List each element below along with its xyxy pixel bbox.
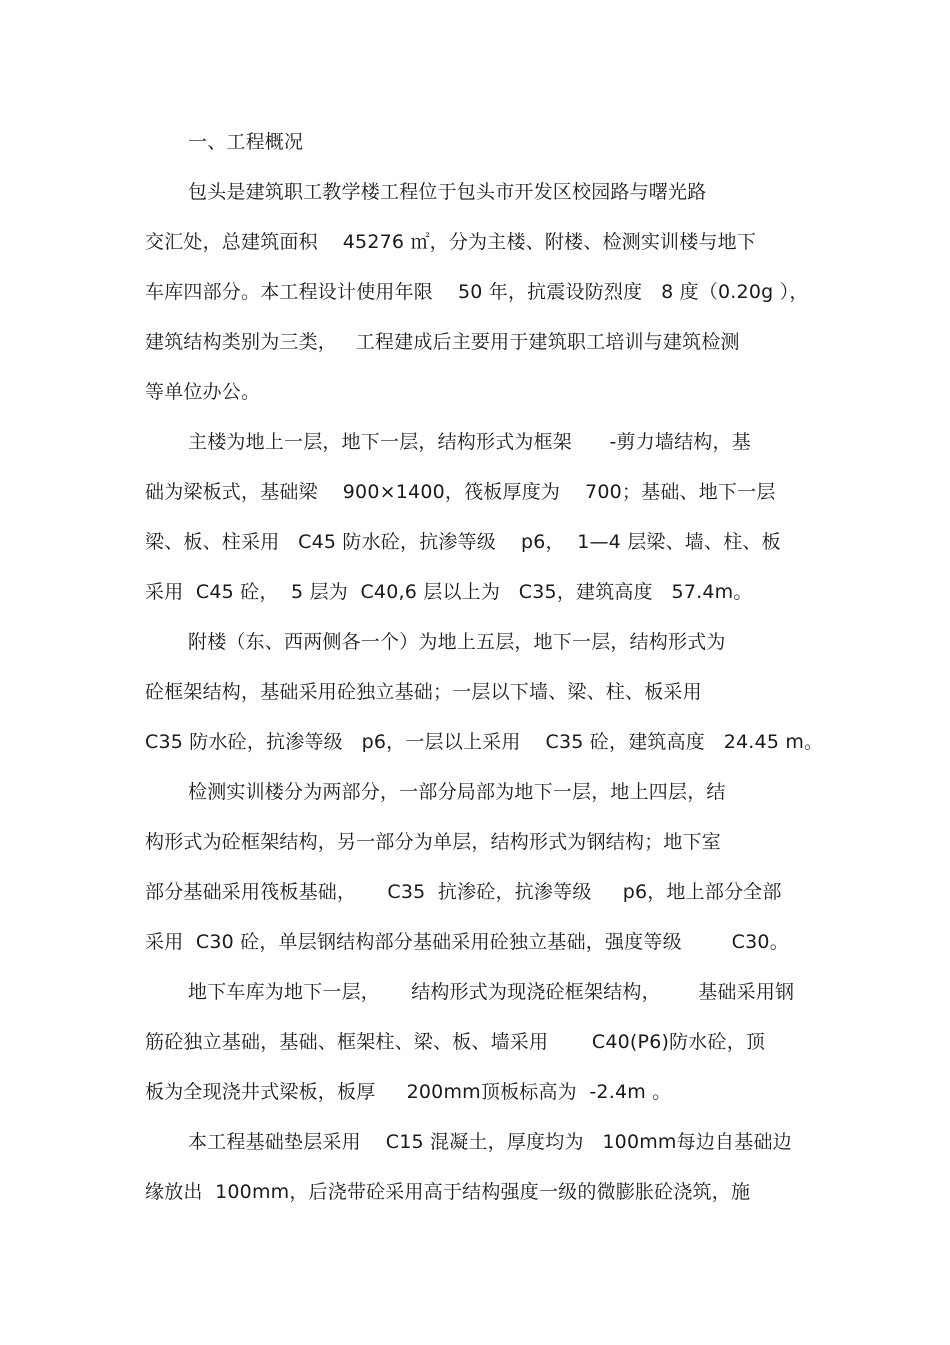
paragraph-line: 主楼为地上一层，地下一层，结构形式为框架 -剪力墙结构，基 [188, 431, 751, 453]
section-heading: 一、工程概况 [188, 131, 304, 153]
paragraph-line: C35 防水砼，抗渗等级 p6，一层以上采用 C35 砼，建筑高度 24.45 m。 [145, 731, 824, 753]
paragraph-line: 等单位办公。 [145, 381, 261, 403]
paragraph-line: 砼框架结构，基础采用砼独立基础；一层以下墙、梁、柱、板采用 [145, 681, 702, 703]
paragraph-line: 梁、板、柱采用 C45 防水砼，抗渗等级 p6， 1—4 层梁、墙、柱、板 [145, 531, 781, 553]
paragraph-line: 部分基础采用筏板基础， C35 抗渗砼，抗渗等级 p6，地上部分全部 [145, 881, 782, 903]
paragraph-line: 本工程基础垫层采用 C15 混凝土，厚度均为 100mm每边自基础边 [188, 1131, 792, 1153]
paragraph-line: 采用 C45 砼， 5 层为 C40,6 层以上为 C35，建筑高度 57.4m。 [145, 581, 753, 603]
paragraph-line: 构形式为砼框架结构，另一部分为单层，结构形式为钢结构；地下室 [145, 831, 722, 853]
paragraph-line: 地下车库为地下一层， 结构形式为现浇砼框架结构， 基础采用钢 [188, 981, 795, 1003]
paragraph-line: 车库四部分。本工程设计使用年限 50 年，抗震设防烈度 8 度（0.20g ）， [145, 281, 809, 303]
paragraph-line: 础为梁板式，基础梁 900×1400，筏板厚度为 700；基础、地下一层 [145, 481, 776, 503]
paragraph-line: 附楼（东、西两侧各一个）为地上五层，地下一层，结构形式为 [188, 631, 726, 653]
paragraph-line: 包头是建筑职工教学楼工程位于包头市开发区校园路与曙光路 [188, 181, 707, 203]
paragraph-line: 建筑结构类别为三类， 工程建成后主要用于建筑职工培训与建筑检测 [145, 331, 740, 353]
paragraph-line: 交汇处，总建筑面积 45276 ㎡，分为主楼、附楼、检测实训楼与地下 [145, 231, 757, 253]
paragraph-line: 板为全现浇井式梁板，板厚 200mm顶板标高为 -2.4m 。 [145, 1081, 672, 1103]
paragraph-line: 采用 C30 砼，单层钢结构部分基础采用砼独立基础，强度等级 C30。 [145, 931, 789, 953]
paragraph-line: 筋砼独立基础，基础、框架柱、梁、板、墙采用 C40(P6)防水砼，顶 [145, 1031, 766, 1053]
paragraph-line: 缘放出 100mm，后浇带砼采用高于结构强度一级的微膨胀砼浇筑，施 [145, 1181, 751, 1203]
paragraph-line: 检测实训楼分为两部分，一部分局部为地下一层，地上四层，结 [188, 781, 726, 803]
